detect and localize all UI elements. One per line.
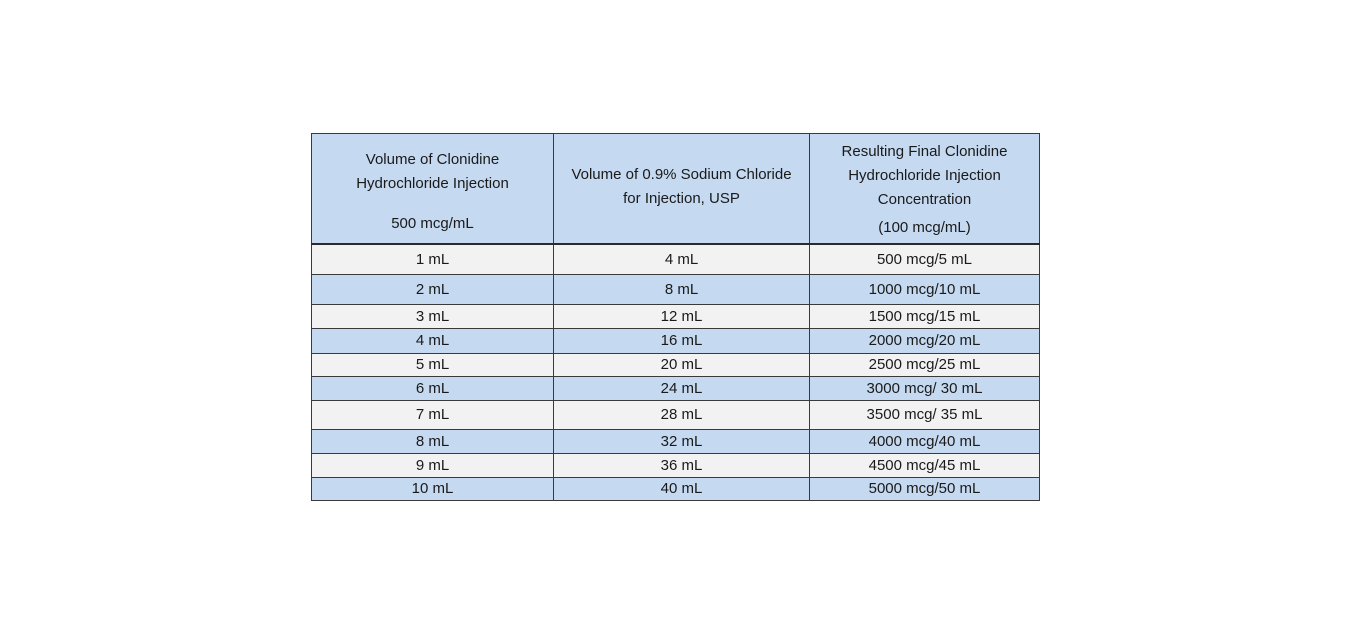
- header-final-concentration: [810, 134, 1040, 245]
- cell-clonidine-volume: 8 mL: [312, 430, 554, 454]
- cell-sodium-chloride-volume: 4 mL: [554, 244, 810, 275]
- table-body: [312, 244, 1040, 501]
- table-row: [312, 329, 1040, 354]
- header-line: Volume of Clonidine: [365, 150, 500, 168]
- table-row: [312, 478, 1040, 501]
- cell-final-concentration: 1500 mcg/15 mL: [810, 305, 1040, 329]
- cell-sodium-chloride-volume: 8 mL: [554, 275, 810, 305]
- header-clonidine-volume: [312, 134, 554, 245]
- cell-sodium-chloride-volume: 12 mL: [554, 305, 810, 329]
- cell-sodium-chloride-volume: 20 mL: [554, 354, 810, 377]
- header-line: Concentration: [877, 190, 972, 208]
- header-line: Volume of 0.9% Sodium Chloride: [571, 165, 792, 183]
- table-row: [312, 401, 1040, 430]
- header-sodium-chloride-volume: [554, 134, 810, 245]
- cell-final-concentration: 500 mcg/5 mL: [810, 244, 1040, 275]
- header-line: Hydrochloride Injection: [848, 166, 1001, 184]
- cell-sodium-chloride-volume: 40 mL: [554, 478, 810, 501]
- cell-final-concentration: 2500 mcg/25 mL: [810, 354, 1040, 377]
- cell-final-concentration: 3000 mcg/ 30 mL: [810, 377, 1040, 401]
- cell-clonidine-volume: 9 mL: [312, 454, 554, 478]
- header-concentration: (100 mcg/mL): [878, 218, 971, 236]
- table-header: [312, 134, 1040, 245]
- cell-final-concentration: 3500 mcg/ 35 mL: [810, 401, 1040, 430]
- dilution-table: [311, 133, 1040, 501]
- cell-sodium-chloride-volume: 24 mL: [554, 377, 810, 401]
- header-line: for Injection, USP: [623, 189, 740, 207]
- header-line: Hydrochloride Injection: [356, 174, 509, 192]
- table-row: [312, 454, 1040, 478]
- cell-final-concentration: 2000 mcg/20 mL: [810, 329, 1040, 354]
- cell-final-concentration: 5000 mcg/50 mL: [810, 478, 1040, 501]
- cell-sodium-chloride-volume: 16 mL: [554, 329, 810, 354]
- cell-clonidine-volume: 10 mL: [312, 478, 554, 501]
- table-row: [312, 275, 1040, 305]
- header-concentration: 500 mcg/mL: [391, 214, 474, 232]
- cell-sodium-chloride-volume: 36 mL: [554, 454, 810, 478]
- cell-clonidine-volume: 2 mL: [312, 275, 554, 305]
- cell-clonidine-volume: 1 mL: [312, 244, 554, 275]
- cell-final-concentration: 4500 mcg/45 mL: [810, 454, 1040, 478]
- cell-sodium-chloride-volume: 28 mL: [554, 401, 810, 430]
- cell-final-concentration: 4000 mcg/40 mL: [810, 430, 1040, 454]
- cell-sodium-chloride-volume: 32 mL: [554, 430, 810, 454]
- header-line: Resulting Final Clonidine: [841, 142, 1008, 160]
- table-row: [312, 354, 1040, 377]
- cell-clonidine-volume: 4 mL: [312, 329, 554, 354]
- cell-clonidine-volume: 3 mL: [312, 305, 554, 329]
- table-row: [312, 430, 1040, 454]
- table-row: [312, 305, 1040, 329]
- cell-clonidine-volume: 6 mL: [312, 377, 554, 401]
- table-row: [312, 377, 1040, 401]
- cell-final-concentration: 1000 mcg/10 mL: [810, 275, 1040, 305]
- header-row: [312, 134, 1040, 245]
- cell-clonidine-volume: 5 mL: [312, 354, 554, 377]
- cell-clonidine-volume: 7 mL: [312, 401, 554, 430]
- table-row: [312, 244, 1040, 275]
